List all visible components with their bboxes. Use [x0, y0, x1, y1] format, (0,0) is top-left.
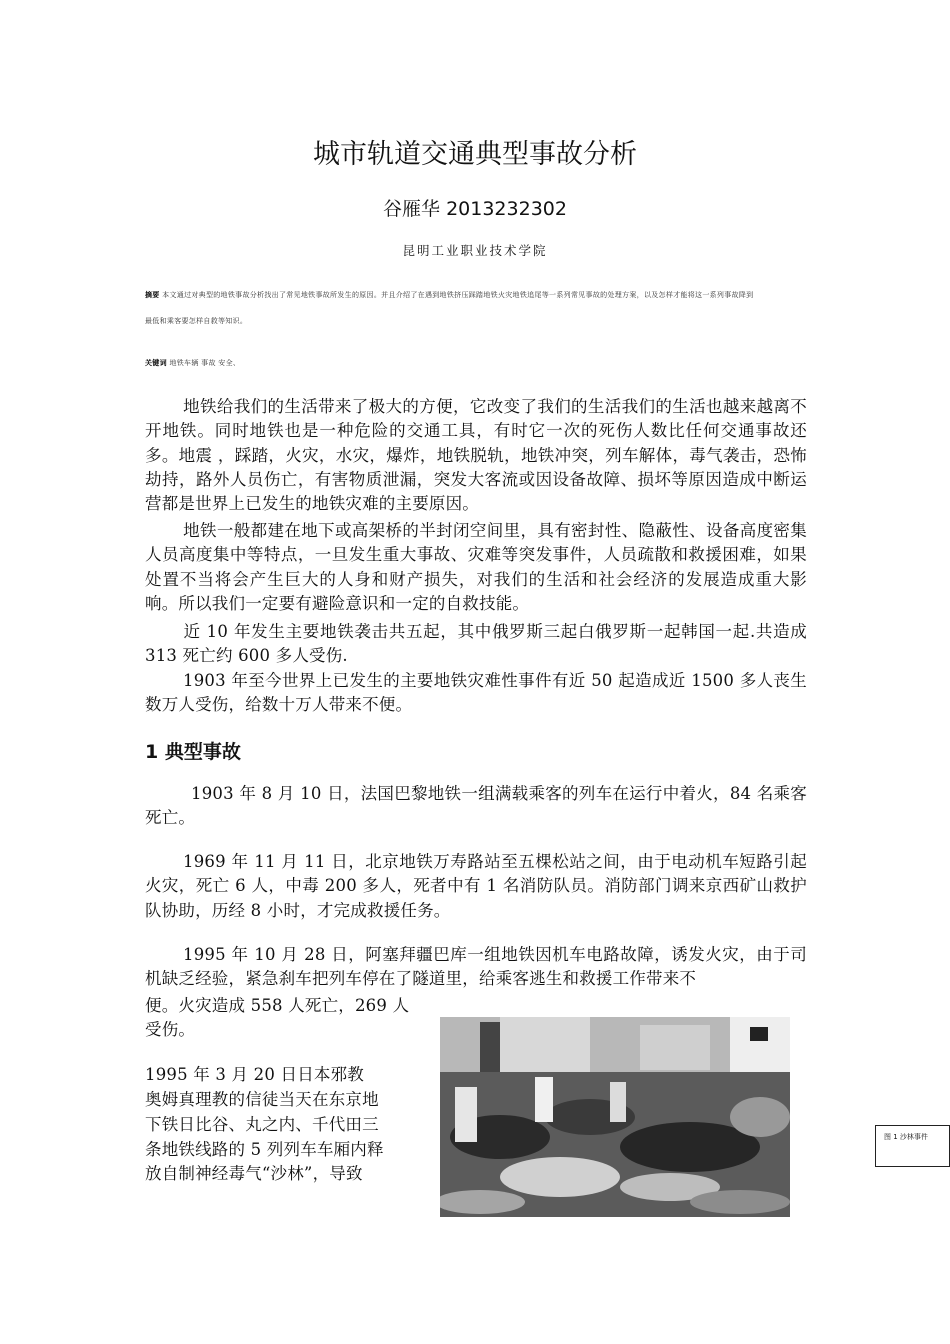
- keywords-line: [145, 358, 815, 368]
- event-paragraph-3-text: 1995 年 10 月 28 日，阿塞拜疆巴库一组地铁因机车电路故障，诱发火灾，由于司机缺乏经验，紧急刹车把列车停在了隧道里，给乘客逃生和救援工作带来不: [145, 945, 807, 989]
- figure-caption: 图 1 沙林事件: [884, 1133, 928, 1141]
- event-paragraph-4-line-2: 奥姆真理教的信徒当天在东京地: [145, 1090, 379, 1109]
- event-paragraph-3-tail-1: 便。火灾造成 558 人死亡，269 人: [145, 996, 410, 1015]
- abstract-label: 摘要: [145, 291, 160, 299]
- paper-title: 城市轨道交通典型事故分析: [313, 139, 637, 170]
- keywords-text: 地铁车辆 事故 安全、: [169, 359, 241, 367]
- intro-paragraph-3-text: 近 10 年发生主要地铁袭击共五起，其中俄罗斯三起白俄罗斯一起韩国一起.共造成 313 死亡约 600 多人受伤.: [145, 622, 807, 666]
- event-paragraph-2: [145, 850, 807, 923]
- event-paragraph-1: [145, 782, 807, 831]
- event-paragraph-4-line-1-text: 1995 年 3 月 20 日日本邪教: [145, 1065, 365, 1084]
- event-paragraph-1-text: 1903 年 8 月 10 日，法国巴黎地铁一组满载乘客的列车在运行中着火，84 名乘客死亡。: [145, 784, 807, 828]
- keywords-label: 关键词: [145, 359, 167, 367]
- intro-paragraph-4-text: 1903 年至今世界上已发生的主要地铁灾难性事件有近 50 起造成近 1500 多人丧生数万人受伤，给数十万人带来不便。: [145, 671, 807, 715]
- intro-paragraph-1-text: 地铁给我们的生活带来了极大的方便，它改变了我们的生活我们的生活也越来越离不开地铁。同时地铁也是一种危险的交通工具，有时它一次的死伤人数比任何交通事故还多。地震 ，踩踏，火灾，水灾，爆炸，地铁脱轨，地铁冲突，列车解体，毒气袭击，恐怖劫持，路外人员伤亡，有害物质泄漏，突发大客流或因设备故障、损坏等原因造成中断运营都是世界上已发生的地铁灾难的主要原因。: [145, 397, 807, 514]
- event-paragraph-2-text: 1969 年 11 月 11 日，北京地铁万寿路站至五棵松站之间，由于电动机车短路引起火灾，死亡 6 人，中毒 200 多人，死者中有 1 名消防队员。消防部门调来京西矿山救护队协助，历经 8 小时，才完成救援任务。: [145, 852, 807, 920]
- sarin-incident-photo: [440, 1017, 790, 1217]
- intro-paragraph-4: [145, 669, 807, 718]
- section-heading: 1 典型事故: [145, 741, 241, 763]
- abstract-line-2: 最低和乘客要怎样自救等知识。: [145, 317, 248, 325]
- intro-paragraph-2: [145, 519, 807, 616]
- intro-paragraph-3: [145, 620, 807, 669]
- author-line: 谷雁华 2013232302: [383, 198, 567, 220]
- event-paragraph-4-line-5: 放自制神经毒气“沙林”，导致: [145, 1164, 363, 1183]
- intro-paragraph-2-text: 地铁一般都建在地下或高架桥的半封闭空间里，具有密封性、隐蔽性、设备高度密集人员高度集中等特点，一旦发生重大事故、灾难等突发事件，人员疏散和救援困难，如果处置不当将会产生巨大的人身和财产损失，对我们的生活和社会经济的发展造成重大影响。所以我们一定要有避险意识和一定的自救技能。: [145, 521, 807, 613]
- event-paragraph-4-line-3: 下铁日比谷、丸之内、千代田三: [145, 1115, 379, 1134]
- intro-paragraph-1: [145, 395, 807, 516]
- abstract-text: 本文通过对典型的地铁事故分析找出了常见地铁事故所发生的原因。并且介绍了在遇到地铁挤压踩踏地铁火灾地铁追尾等一系列常见事故的处理方案，以及怎样才能将这一系列事故降到: [162, 291, 754, 299]
- photo-illustration: [440, 1017, 790, 1217]
- event-paragraph-3-tail-2: 受伤。: [145, 1020, 196, 1039]
- affiliation: 昆明工业职业技术学院: [402, 243, 548, 258]
- event-paragraph-4-line-1: [145, 1063, 415, 1087]
- event-paragraph-3: [145, 943, 807, 992]
- figure-caption-box: [875, 1125, 950, 1167]
- event-paragraph-4-line-4: 条地铁线路的 5 列列车车厢内释: [145, 1140, 384, 1159]
- abstract-line-1: [145, 290, 815, 300]
